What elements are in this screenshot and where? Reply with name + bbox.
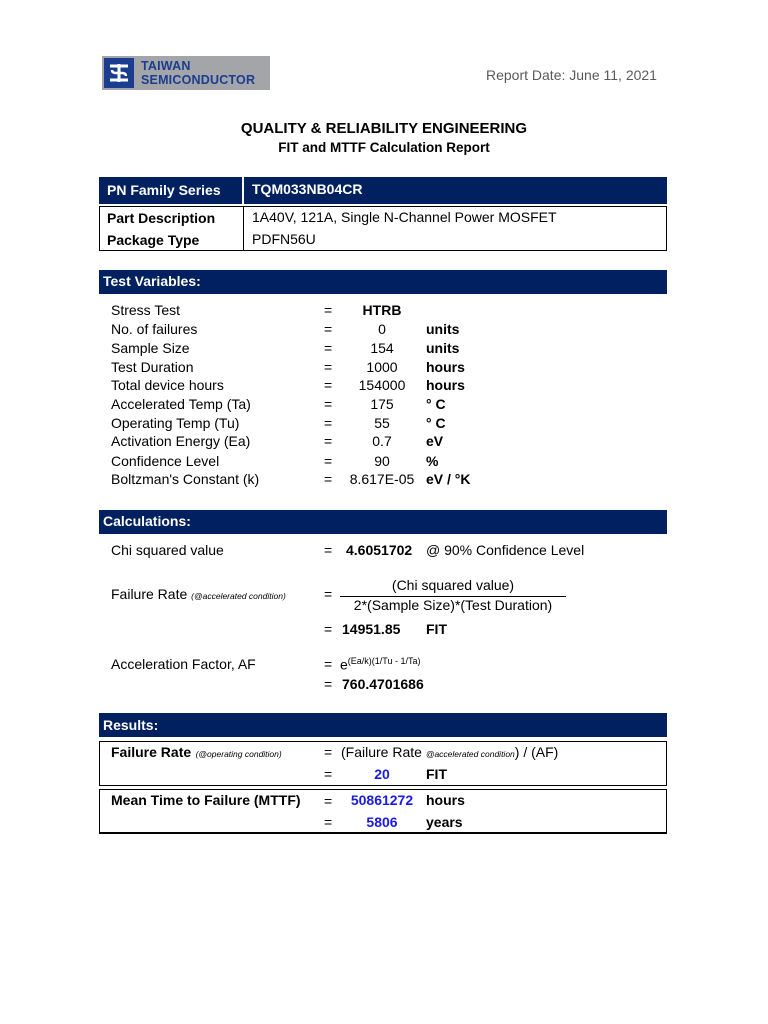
mttf-label: Mean Time to Failure (MTTF) <box>111 792 301 808</box>
failure-rate-accel-result-equals: = <box>324 621 333 637</box>
failure-rate-op-value: 20 <box>374 766 390 782</box>
variable-value: 8.617E-05 <box>349 471 415 487</box>
variable-unit: units <box>426 321 460 337</box>
failure-rate-accel-label: Failure Rate (@accelerated condition) <box>111 586 286 602</box>
variable-equals: = <box>324 396 333 412</box>
test-variables-header: Test Variables: <box>103 273 201 289</box>
variable-unit: hours <box>426 377 465 393</box>
failure-rate-numerator: (Chi squared value) <box>391 577 515 593</box>
report-date: Report Date: June 11, 2021 <box>486 67 657 83</box>
variable-equals: = <box>324 453 333 469</box>
acceleration-factor-result: 760.4701686 <box>342 676 424 692</box>
company-logo-icon <box>104 58 134 88</box>
variable-name: Sample Size <box>111 340 190 356</box>
chi-squared-equals: = <box>324 542 333 558</box>
variable-equals: = <box>324 340 333 356</box>
failure-rate-accel-note: (@accelerated condition) <box>191 591 286 601</box>
failure-rate-denominator: 2*(Sample Size)*(Test Duration) <box>353 597 553 613</box>
variable-name: Test Duration <box>111 359 194 375</box>
part-description-label: Part Description <box>107 210 216 226</box>
mttf-years-equals: = <box>324 814 333 830</box>
failure-rate-accel-result: 14951.85 <box>342 621 401 637</box>
variable-equals: = <box>324 302 333 318</box>
variable-value: 90 <box>374 453 390 469</box>
pn-family-value: TQM033NB04CR <box>252 181 363 197</box>
variable-value: 0 <box>378 321 386 337</box>
failure-rate-accel-unit: FIT <box>426 621 447 637</box>
variable-equals: = <box>324 433 333 449</box>
variable-name: Boltzman's Constant (k) <box>111 471 260 487</box>
mttf-years-value: 5806 <box>366 814 398 830</box>
variable-equals: = <box>324 415 333 431</box>
results-header-bar <box>99 713 667 737</box>
variable-value: 0.7 <box>372 433 392 449</box>
mttf-hours-equals: = <box>324 793 333 809</box>
chi-squared-value: 4.6051702 <box>346 542 413 558</box>
variable-name: Activation Energy (Ea) <box>111 433 251 449</box>
company-logo-text: TAIWAN SEMICONDUCTOR <box>141 59 256 87</box>
variable-name: Stress Test <box>111 302 180 318</box>
report-subtitle: FIT and MTTF Calculation Report <box>278 140 490 155</box>
variable-equals: = <box>324 321 333 337</box>
chi-squared-note: @ 90% Confidence Level <box>426 542 585 558</box>
variable-name: No. of failures <box>111 321 198 337</box>
failure-rate-op-formula: (Failure Rate @accelerated condition) / (AF) <box>341 744 559 760</box>
pn-family-label: PN Family Series <box>107 182 221 198</box>
variable-unit: eV <box>426 433 444 449</box>
report-title: QUALITY & RELIABILITY ENGINEERING <box>240 120 528 137</box>
acceleration-factor-exponent: (Ea/k)(1/Tu - 1/Ta) <box>347 656 421 666</box>
variable-equals: = <box>324 359 333 375</box>
failure-rate-op-value-equals: = <box>324 766 333 782</box>
acceleration-factor-result-equals: = <box>324 676 333 692</box>
variable-unit: units <box>426 340 460 356</box>
mttf-hours-unit: hours <box>426 792 465 808</box>
acceleration-factor-label: Acceleration Factor, AF <box>111 656 256 672</box>
variable-name: Operating Temp (Tu) <box>111 415 240 431</box>
failure-rate-op-label: Failure Rate (@operating condition) <box>111 744 282 760</box>
failure-rate-op-note: (@operating condition) <box>195 749 282 759</box>
mttf-years-unit: years <box>426 814 463 830</box>
variable-value: 1000 <box>366 359 398 375</box>
acceleration-factor-formula: $e^{(Ea/k)(1/Tu - 1/Ta)}$ <box>340 656 421 673</box>
package-type-value: PDFN56U <box>252 231 316 247</box>
variable-name: Accelerated Temp (Ta) <box>111 396 251 412</box>
variable-equals: = <box>324 471 333 487</box>
variable-unit: % <box>426 453 439 469</box>
failure-rate-op-unit: FIT <box>426 766 447 782</box>
part-description-value: 1A40V, 121A, Single N-Channel Power MOSFET <box>252 209 557 225</box>
variable-unit: ° C <box>426 415 446 431</box>
mttf-hours-value: 50861272 <box>350 792 414 808</box>
variable-value: 55 <box>374 415 390 431</box>
package-type-label: Package Type <box>107 232 200 248</box>
variable-name: Total device hours <box>111 377 224 393</box>
variable-value: HTRB <box>362 302 402 318</box>
calculations-header: Calculations: <box>103 513 191 529</box>
variable-unit: ° C <box>426 396 446 412</box>
failure-rate-accel-equals: = <box>324 586 333 602</box>
variable-unit: eV / °K <box>426 471 471 487</box>
acceleration-factor-equals: = <box>324 656 333 672</box>
part-info-separator <box>243 206 244 251</box>
variable-unit: hours <box>426 359 465 375</box>
variable-equals: = <box>324 377 333 393</box>
results-header: Results: <box>103 717 159 733</box>
variable-name: Confidence Level <box>111 453 220 469</box>
variable-value: 175 <box>370 396 394 412</box>
pn-separator <box>242 177 244 204</box>
variable-value: 154000 <box>358 377 406 393</box>
variable-value: 154 <box>370 340 394 356</box>
chi-squared-label: Chi squared value <box>111 542 224 558</box>
failure-rate-op-equals: = <box>324 744 333 760</box>
